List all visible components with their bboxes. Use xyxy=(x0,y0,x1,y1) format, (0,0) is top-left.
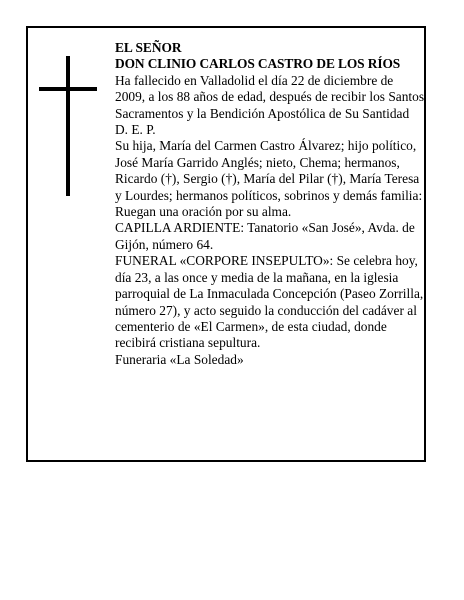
obituary-notice xyxy=(26,26,426,462)
death-announcement: Ha fallecido en Valladolid el día 22 de diciembre de 2009, a los 88 años de edad, después de recibir los Santos Sacramentos y la Bendición Apostólica de Su Santidad xyxy=(115,72,425,121)
deceased-name: DON CLINIO CARLOS CASTRO DE LOS RÍOS xyxy=(115,56,401,72)
family-list: Su hija, María del Carmen Castro Álvarez; hijo político, José María Garrido Anglés; nieto, Chema; hermanos, Ricardo (†), Sergio (†), María del Pilar (†), María Teresa y Lourdes; hermanos políticos, sobrinos y demás familia: xyxy=(115,138,423,203)
chapel-info: CAPILLA ARDIENTE: Tanatorio «San José», Avda. de Gijón, número 64. xyxy=(115,220,415,252)
prayer-request: Ruegan una oración por su alma. xyxy=(115,204,292,220)
funeral-info: FUNERAL «CORPORE INSEPULTO»: Se celebra hoy, día 23, a las once y media de la mañana, en la iglesia parroquial de La Inmaculada Concepción (Paseo Zorrilla, número 27), y acto seguido la conducción del cadáver al cementerio de «El Carmen», de esta ciudad, donde recibirá cristiana sepultura. xyxy=(115,253,424,351)
cross-horizontal-bar xyxy=(39,87,97,91)
funeral-home: Funeraria «La Soledad» xyxy=(115,351,244,367)
cross-vertical-bar xyxy=(66,56,70,196)
obituary-text xyxy=(115,40,425,368)
honorific-title: EL SEÑOR xyxy=(115,40,182,55)
rest-in-peace: D. E. P. xyxy=(115,122,156,138)
